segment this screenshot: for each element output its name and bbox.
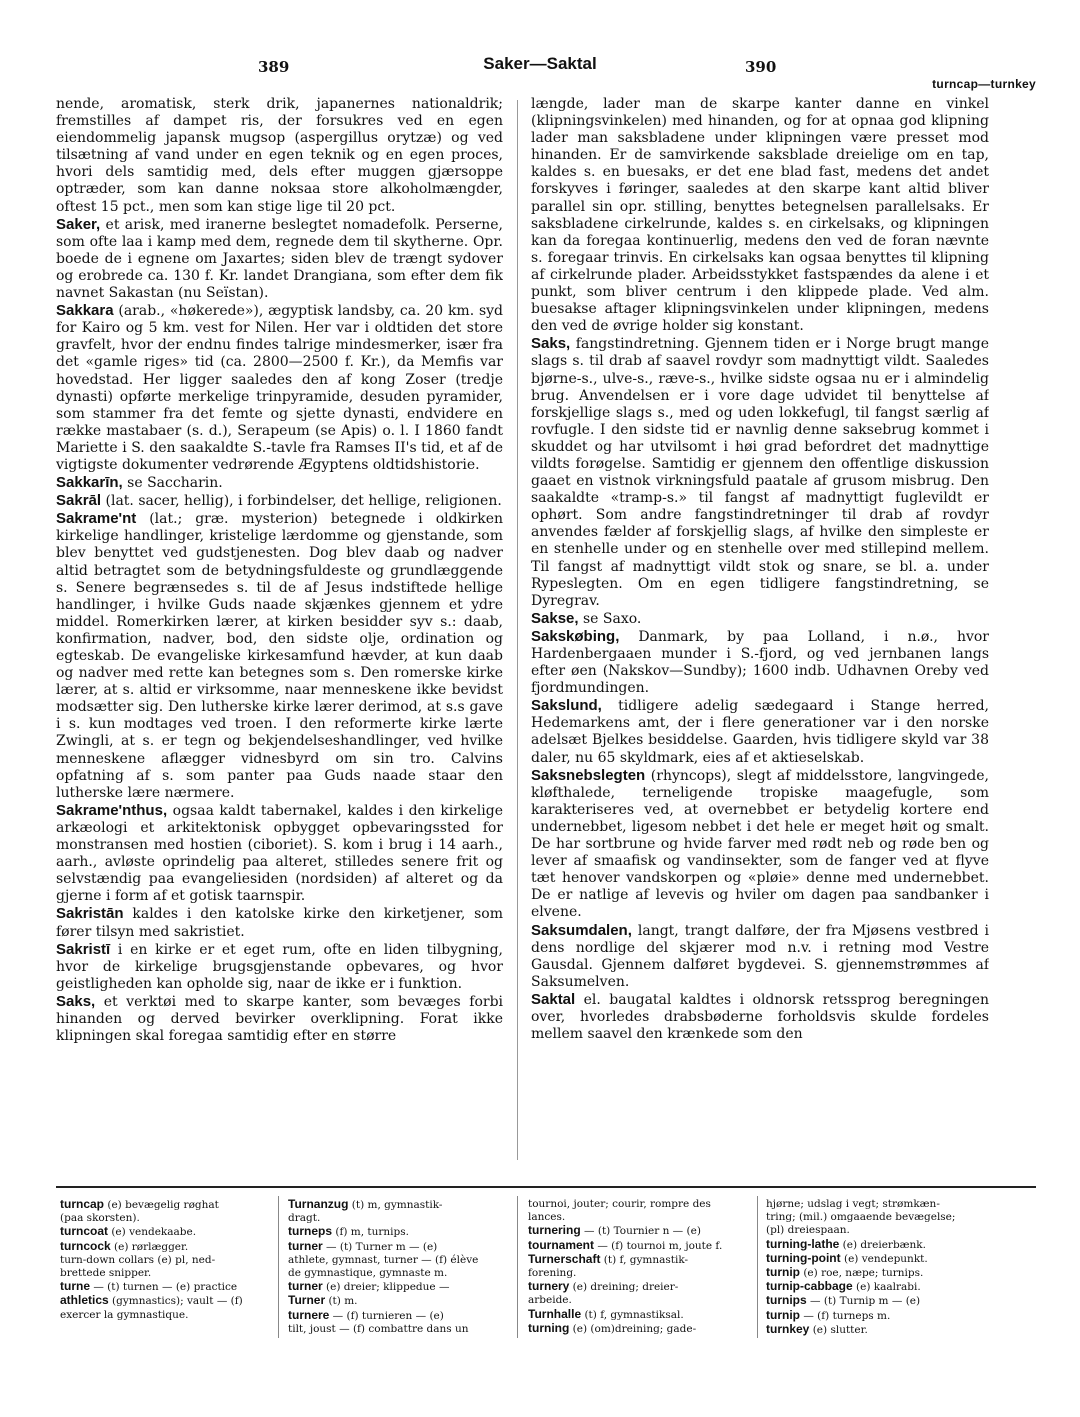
glossary-line: turneps (f) m, turnips.: [288, 1224, 409, 1239]
glossary-term: tournament: [528, 1237, 594, 1252]
footer-glossary-col-1: [60, 1198, 265, 1322]
glossary-line: tilt, joust — (f) combattre dans un: [288, 1322, 469, 1335]
headword: Sakristī: [56, 940, 111, 958]
headword: Sakskøbing,: [531, 627, 620, 645]
glossary-term: turnips: [766, 1293, 807, 1308]
glossary-line: turncock (e) rørlægger.: [60, 1238, 189, 1253]
glossary-term: turner: [288, 1279, 323, 1294]
glossary-line: turning-lathe (e) dreierbænk.: [766, 1236, 927, 1251]
entry-sakskobing: Sakskøbing, Danmark, by paa Lolland, i n.ø., hvor Hardenbergaaen munder i S.-fjord, og ved jernbanen langs efter øen (Nakskov—Sundby); 1600 indb. Udhavnen Oreby ved fjordmundingen.: [531, 627, 989, 697]
footer-glossary-col-4: [766, 1198, 991, 1337]
glossary-term: turnering: [528, 1223, 581, 1238]
glossary-line: turning (e) (om)dreining; gade-: [528, 1320, 697, 1335]
glossary-term: turning-lathe: [766, 1236, 840, 1251]
glossary-line: Turnanzug (t) m, gymnastik-: [288, 1197, 443, 1211]
entry-sakkarin: Sakkarīn, se Saccharin.: [56, 474, 223, 492]
headword: Sakkarīn,: [56, 474, 123, 492]
glossary-line: turnips — (t) Turnip m — (e): [766, 1293, 921, 1308]
entry-saks-tool: Saks, et verktøi med to skarpe kanter, som bevæges forbi hinanden og derved bevirker overklipning. Forat ikke klipningen skal foregaa samtidig efter en større: [56, 992, 503, 1045]
glossary-line: (paa skorsten).: [60, 1212, 140, 1225]
glossary-term: turncoat: [60, 1224, 108, 1239]
glossary-term: turncock: [60, 1238, 111, 1253]
left-page-number: 389: [258, 58, 290, 76]
glossary-line: tournoi, jouter; courir, rompre des: [528, 1198, 711, 1210]
glossary-term: Turnerschaft: [528, 1251, 601, 1266]
entry-sakramenthus: Sakrame'nthus, ogsaa kaldt tabernakel, kaldes i den kirkelige arkæologi et arkitektonisk opbygget opbevaringssted for monstransen med hostien (ciboriet). S. kom i brug i 14 aarh., aarh., avløste oprindelig paa alteret, stilledes senere frit og selvstændig paa evangeliesiden (nordsiden) af alteret og da gjerne i form af et gotisk taarnspir.: [56, 801, 503, 905]
entry-saksumdalen: Saksumdalen, langt, trangt dalføre, der fra Mjøsens vestbred i dens nordlige del skjærer mod n.v. i retning mod Vestre Gausdal. Gjennem dalføret bygdevei. S. gjennemstrømmes af Saksumelven.: [531, 921, 989, 990]
glossary-line: turnere — (f) turnieren — (e): [288, 1307, 444, 1322]
glossary-term: turnere: [288, 1307, 330, 1322]
entry-saker: Saker, et arisk, med iranerne beslegtet nomadefolk. Perserne, som ofte laa i kamp med dem, regnede dem til skytherne. Opr. boede de i egnene om Jaxartes; siden blev de trængt sydover og erobrede ca. 130 f. Kr. landet Drangiana, som efter dem fik navnet Sakastan (nu Seïstan).: [56, 215, 503, 302]
headword: Saksnebslegten: [531, 766, 646, 784]
glossary-line: hjørne; udslag i vegt; strømkæn-: [766, 1198, 940, 1210]
glossary-line: Turnerschaft (t) f, gymnastik-: [528, 1251, 689, 1266]
glossary-line: Turner (t) m.: [288, 1293, 358, 1308]
headword: Saks,: [56, 992, 96, 1010]
glossary-term: turncap: [60, 1197, 105, 1211]
entry-saks-continued: længde, lader man de skarpe kanter danne en vinkel (klipningsvinkelen) med hinanden, og for at opnaa god klipning lader man saksbladene under klipningen være presset mod hinanden. Er de samvirkende saksblade dreielige om en tap, kaldes s. en buesaks, er det ene blad fast, medens det andet forskyves i føringer, saaledes at den skarpe kant altid bliver parallel sin opr. stilling, benyttes betegnelsen parallelsaks. Er saksbladene cirkelrunde, kaldes s. en cirkelsaks, og klipningen kan da foregaa kontinuerlig, medens den ved de foran nævnte s. foregaar trinvis. En cirkelsaks kan ogsaa benyttes til klipning af cirkelrunde plader. Arbeidsstykket fastspændes da alene i et punkt, som bliver centrum i den klippede plade. Ved alm. buesakse aftager klipningsvinkelen under klipningen, medens den ved de øvrige holder sig konstant.: [531, 96, 989, 335]
glossary-term: Turnhalle: [528, 1306, 582, 1321]
glossary-line: turne — (t) turnen — (e) practice: [60, 1279, 238, 1294]
glossary-line: turnip (e) roe, næpe; turnips.: [766, 1265, 924, 1280]
glossary-term: turnip-cabbage: [766, 1279, 853, 1294]
headword: Sakslund,: [531, 697, 602, 715]
glossary-line: tring; (mil.) omgaaende bevægelse;: [766, 1211, 956, 1224]
column-divider: [517, 100, 518, 1160]
glossary-line: turnip — (f) turneps m.: [766, 1307, 891, 1322]
glossary-line: turn-down collars (e) pl, ned-: [60, 1253, 216, 1266]
glossary-term: turnery: [528, 1279, 570, 1294]
entry-sakse: Sakse, se Saxo.: [531, 609, 642, 627]
glossary-term: turneps: [288, 1224, 333, 1239]
glossary-term: turnip: [766, 1265, 800, 1280]
footer-column-divider: [757, 1196, 758, 1338]
glossary-line: de gymnastique, gymnaste m.: [288, 1267, 448, 1280]
glossary-line: athlete, gymnast, turner — (f) élève: [288, 1253, 479, 1266]
headword: Sakkara: [56, 302, 114, 320]
entry-saksnebslegten: Saksnebslegten (rhyncops), slegt af middelsstore, langvingede, kløfthalede, terneligende tropiske maagefugle, som karakteriseres ved, at overnebbet er betydelig kortere end undernebbet, ligesom nebbet i det hele er meget høit og smalt. De har sortbrune og hvide farver med rødt neb og røde ben og lever af smaafisk og vandinsekter, som de fanger ved at flyve tæt henover vandskorpen og «pløie» denne med undernebbet. De er natlige af levevis og hviler om dagen paa sandbanker i elvene.: [531, 766, 989, 921]
headword: Saksumdalen,: [531, 921, 632, 939]
glossary-line: (pl) dreiespaan.: [766, 1224, 850, 1237]
glossary-line: tournament — (f) tournoi m, joute f.: [528, 1237, 723, 1252]
glossary-term: turne: [60, 1279, 90, 1294]
footer-divider: [56, 1186, 1036, 1188]
glossary-line: turner — (t) Turner m — (e): [288, 1238, 438, 1253]
glossary-line: forening.: [528, 1267, 577, 1280]
glossary-line: turning-point (e) vendepunkt.: [766, 1250, 928, 1265]
glossary-term: turnip: [766, 1307, 800, 1322]
headword: Saker,: [56, 215, 101, 233]
glossary-line: turncoat (e) vendekaabe.: [60, 1224, 197, 1239]
left-text-column: [56, 96, 503, 1176]
glossary-term: turnkey: [766, 1321, 810, 1336]
glossary-term: athletics: [60, 1293, 109, 1308]
right-text-column: [531, 96, 989, 1176]
glossary-term: Turner: [288, 1293, 326, 1308]
glossary-line: turnkey (e) slutter.: [766, 1321, 868, 1336]
headword: Sakse,: [531, 609, 579, 627]
headword: Sakristān: [56, 905, 124, 923]
entry-saks-trap: Saks, fangstindretning. Gjennem tiden er i Norge brugt mange slags s. til drab af saavel rovdyr som madnyttigt vildt. Saaledes bjørne-s., ulve-s., ræve-s., hvilke sidste ogsaa nu er i almindelig brug. Anvendelsen er i vore dage udvidet til benyttelse af forskjellige slags s., med og uden lokkefugl, til fangst særlig af rovfugle. I den sidste tid er navnlig denne saksebrug kommet i skuddet og har utvilsomt i høi grad befordret det madnyttige vildts forøgelse. Samtidig er gjennem den offentlige diskussion gaaet en vistnok virkningsfuld paatale af grusom misbrug. Den saakaldte «tramp-s.» til fangst af madnyttigt fuglevildt er ophørt. Som andre fangstindretninger til drab af rovdyr anvendes fælder af forskjellig slags, af hvilke den simpleste er en stenhelle under og en stenhelle over med stillepind mellem. Til fangst af madnyttigt vildt stok og snare, se bl. a. under Rypeslegten. Om en egen tidligere fangstindretning, se Dyregrav.: [531, 335, 989, 609]
glossary-line: turnery (e) dreining; dreier-: [528, 1279, 679, 1294]
headword: Sakrame'nt: [56, 510, 137, 528]
entry-sakristan: Sakristān kaldes i den katolske kirke den kirketjener, som fører tilsyn med sakristiet.: [56, 905, 503, 940]
glossary-term: turner: [288, 1238, 323, 1253]
entry-sakral: Sakrāl (lat. sacer, hellig), i forbindelser, det hellige, religionen.: [56, 492, 502, 510]
glossary-line: lances.: [528, 1211, 566, 1224]
glossary-line: exercer la gymnastique.: [60, 1308, 189, 1321]
right-page-number: 390: [745, 58, 777, 76]
entry-saktal: Saktal el. baugatal kaldtes i oldnorsk retssprog beregningen over, hvorledes drabsbøderne forholdsvis skulde fordeles mellem saavel den krænkede som den: [531, 990, 989, 1043]
headword: Sakrāl: [56, 492, 102, 510]
footer-glossary-col-3: [528, 1198, 746, 1336]
glossary-term: turning: [528, 1320, 570, 1335]
entry-sake-continued: nende, aromatisk, sterk drik, japanernes nationaldrik; fremstilles af dampet ris, der forsukres ved en egen eiendommelig japansk mugsop (aspergillus orytzæ) og ved tilsætning af vand under en egen teknik og en egen proces, hvori dels samtidig med, dels efter muggen gjærsoppe optræder, som kan danne noksaa store alkoholmængder, oftest 15 pct., men som kan stige lige til 20 pct.: [56, 96, 503, 215]
page-title: Saker—Saktal: [483, 54, 597, 73]
glossary-line: turncap (e) bevægelig røghat: [60, 1197, 219, 1211]
entry-sakkara: Sakkara (arab., «høkerede»), ægyptisk landsby, ca. 20 km. syd for Kairo og 5 km. vest for Nilen. Her var i oldtiden det store gravfelt, hvor der endnu findes talrige mindesmerker, især fra det «gamle riges» tid (ca. 2800—2500 f. Kr.), da Memfis var hovedstad. Her ligger saaledes den af kong Zoser (tredje dynasti) opførte merkelige trinpyramide, desuden pyramider, som stammer fra det femte og sjette dynasti, endvidere en række mastabaer (s. d.), Serapeum (se Apis) o. l. I 1860 fandt Mariette i S. den saakaldte S.-tavle fra Ramses II's tid, et af de vigtigste dokumenter vedrørende Ægyptens oldtidshistorie.: [56, 302, 503, 473]
entry-sakrament: Sakrame'nt (lat.; græ. mysterion) betegnede i oldkirken kirkelige handlinger, kristelige lærdomme og gjenstande, som blev benyttet ved gudstjenesten. Dog blev daab og nadver altid betragtet som de betydningsfuldeste og grundlæggende s. Senere begrænsedes s. til de af Jesus indstiftede hellige handlinger, i hvilke Guds naade skjænkes gjennem et ydre middel. Romerkirken lærer, at kirken besidder syv s.: daab, konfirmation, nadver, bod, den sidste olje, ordination og egteskab. De evangeliske kirkesamfund hævder, at kun daab og nadver med rette kan betegnes som s. Den romerske kirke lærer, at s. altid er virksomme, naar menneskene ikke bevidst modsætter sig. Den lutherske kirke lærer derimod, at s.s gave i s. kun modtages ved troen. I den reformerte kirke lærte Zwingli, at s. er tegn og bekjendelseshandlinger, ved hvilke menneskene aflægger vidnesbyrd om sin tro. Calvins opfatning af s. som panter paa Guds naade staar den lutherske lære nærmere.: [56, 510, 503, 801]
running-head: turncap—turnkey: [932, 77, 1036, 91]
glossary-term: turning-point: [766, 1250, 841, 1265]
footer-glossary-col-2: [288, 1198, 503, 1336]
glossary-line: brettede snipper.: [60, 1267, 152, 1280]
glossary-line: turnip-cabbage (e) kaalrabi.: [766, 1279, 921, 1294]
glossary-line: turnering — (t) Tournier n — (e): [528, 1223, 701, 1238]
footer-column-divider: [517, 1196, 518, 1338]
glossary-term: Turnanzug: [288, 1197, 349, 1211]
glossary-line: Turnhalle (t) f, gymnastiksal.: [528, 1306, 684, 1321]
entry-sakristi: Sakristī i en kirke er et eget rum, ofte en liden tilbygning, hvor de kirkelige brugsgjenstande opbevares, og hvor geistligheden kan opholde sig, naar de ikke er i funktion.: [56, 940, 503, 992]
headword: Saktal: [531, 990, 576, 1008]
headword: Sakrame'nthus,: [56, 801, 168, 819]
footer-column-divider: [278, 1196, 279, 1338]
glossary-line: turner (e) dreier; klippedue —: [288, 1279, 450, 1294]
glossary-line: arbeide.: [528, 1294, 572, 1307]
entry-sakslund: Sakslund, tidligere adelig sædegaard i Stange herred, Hedemarkens amt, der i flere generationer var i den norske adelsæt Bjelkes besiddelse. Gaarden, hvis tidligere skyld var 38 daler, nu 65 skyldmark, eies af et aktieselskab.: [531, 697, 989, 766]
headword: Saks,: [531, 335, 571, 353]
glossary-line: athletics (gymnastics); vault — (f): [60, 1293, 243, 1308]
glossary-line: dragt.: [288, 1212, 321, 1225]
